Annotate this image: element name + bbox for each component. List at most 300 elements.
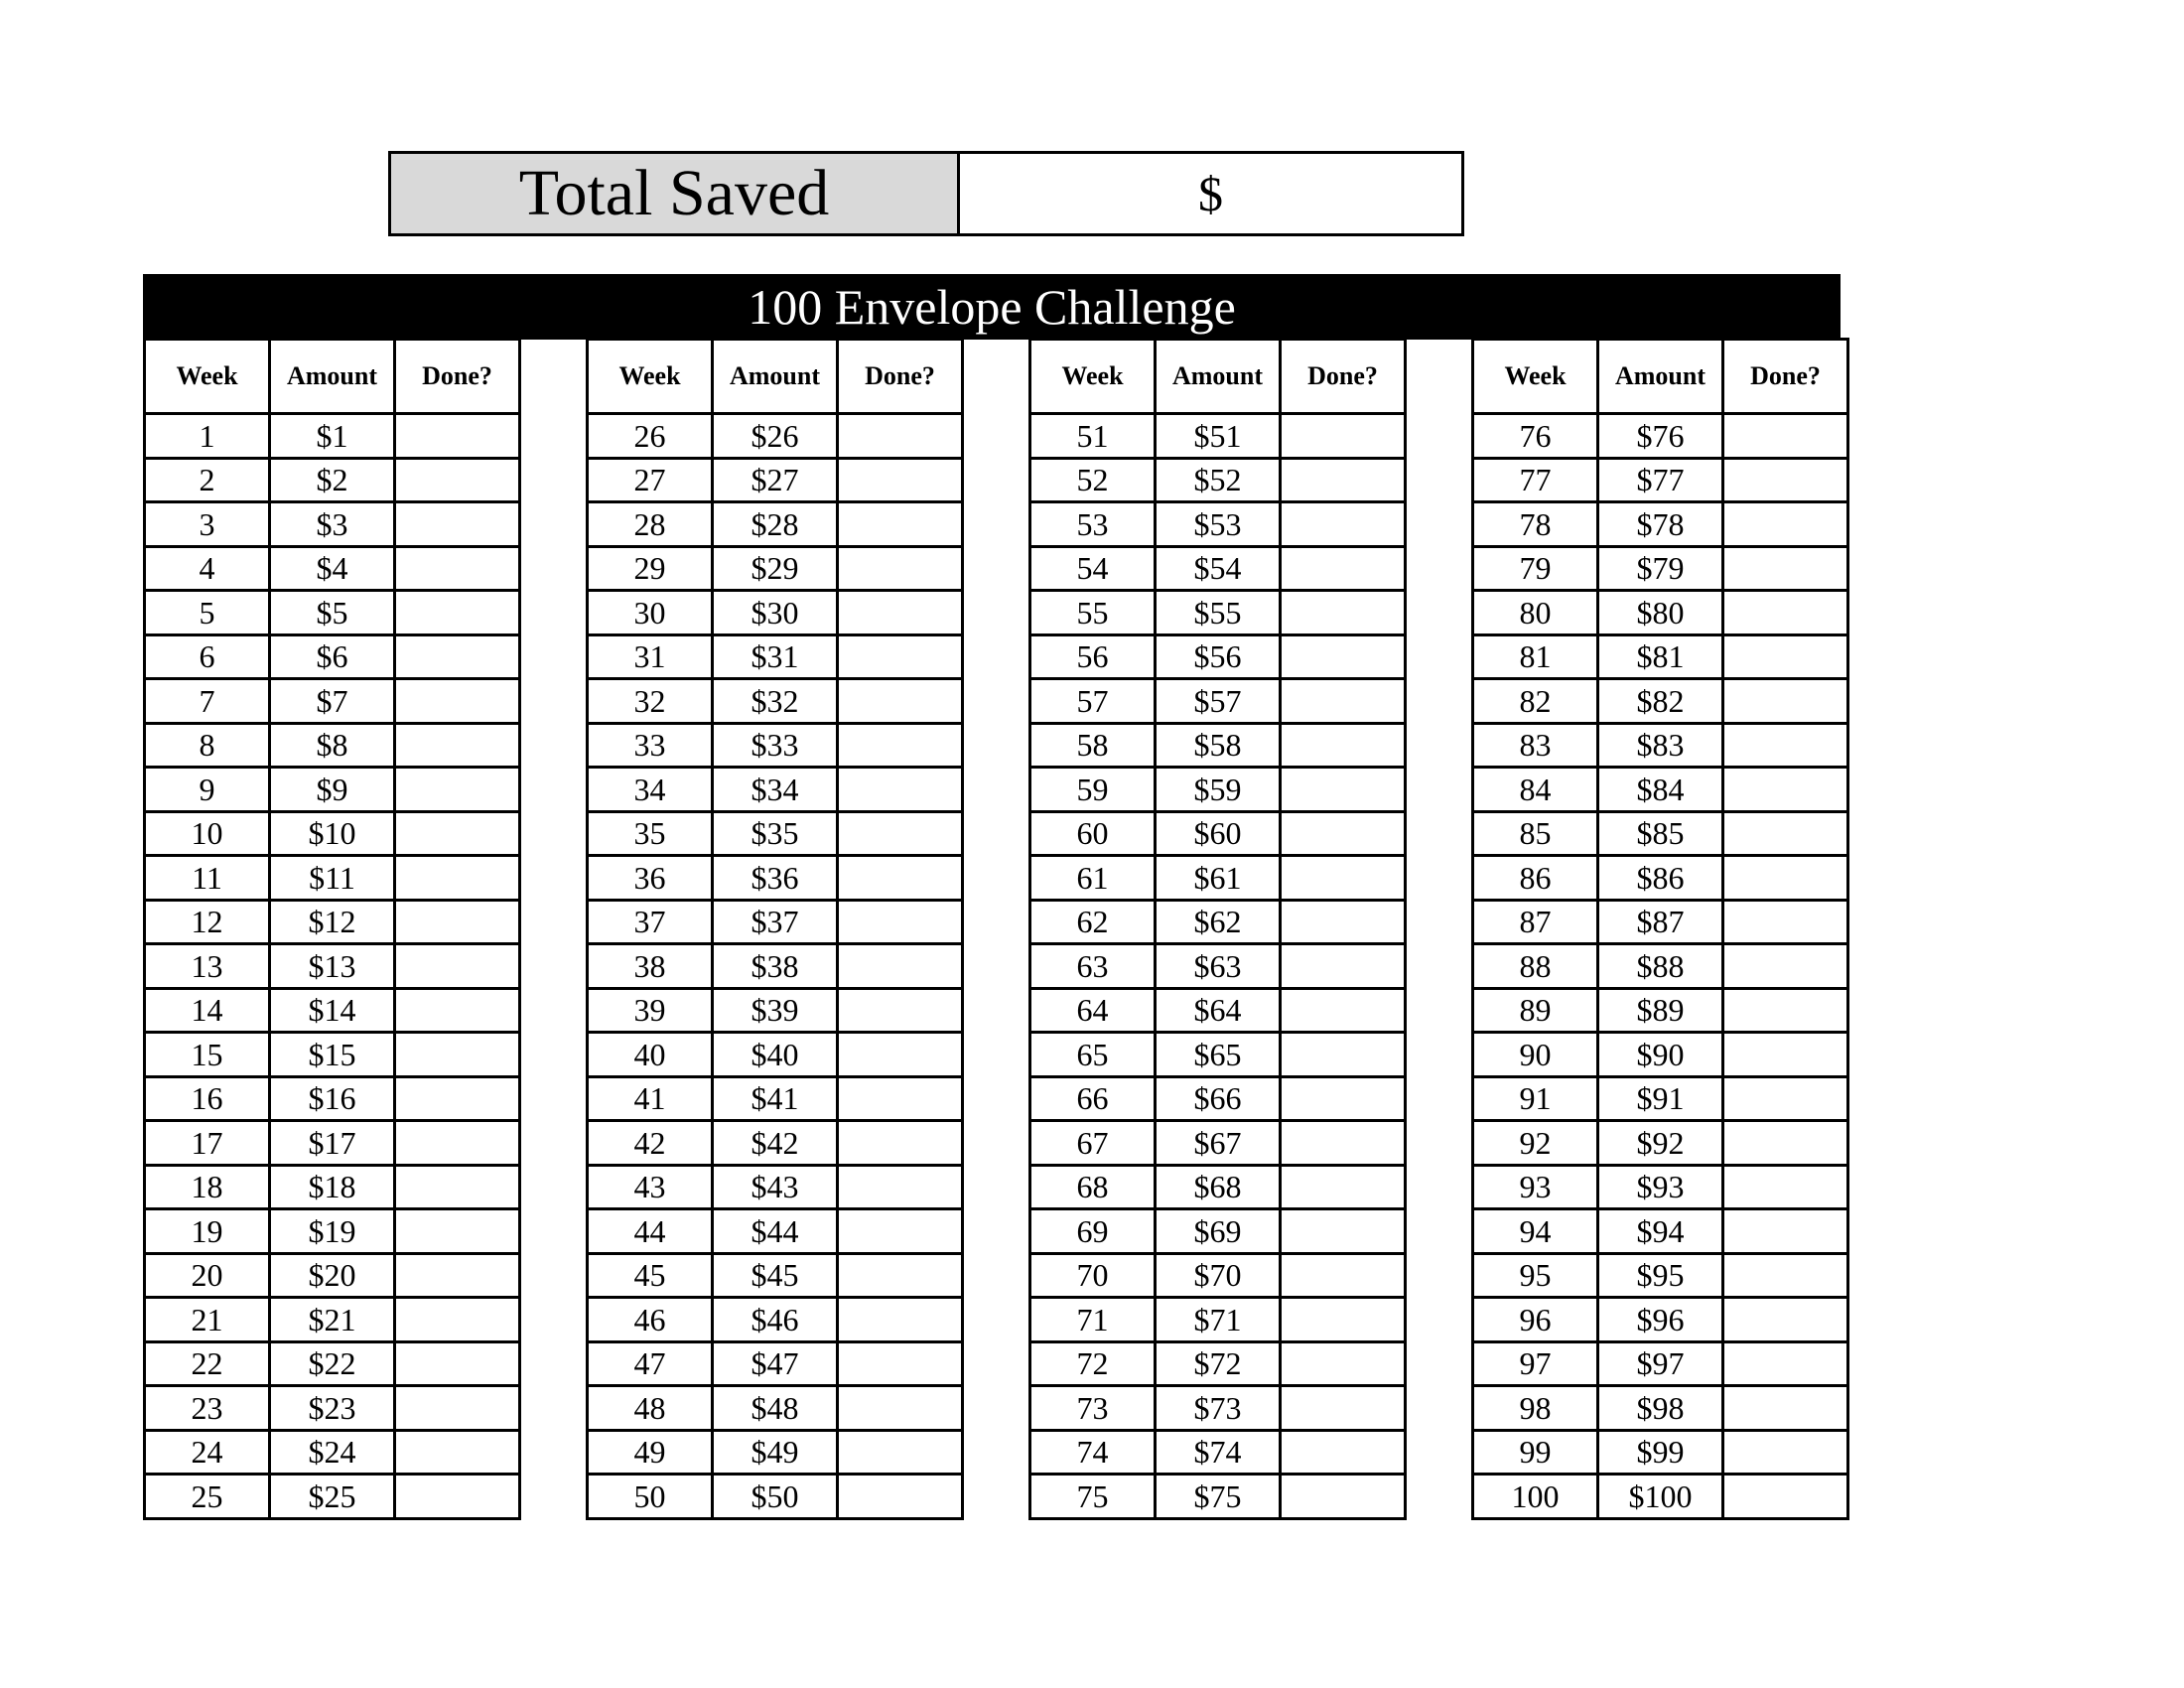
done-checkbox-cell[interactable] — [1723, 679, 1848, 724]
amount-cell: $80 — [1598, 591, 1723, 635]
amount-header: Amount — [1598, 340, 1723, 414]
week-cell: 20 — [145, 1253, 270, 1298]
table-row — [145, 1430, 520, 1475]
done-checkbox-cell[interactable] — [838, 1121, 963, 1166]
done-checkbox-cell[interactable] — [395, 723, 520, 768]
table-row — [1473, 1076, 1848, 1121]
week-cell: 46 — [588, 1298, 713, 1342]
done-checkbox-cell[interactable] — [838, 414, 963, 459]
amount-cell: $47 — [713, 1341, 838, 1386]
table-row — [588, 1253, 963, 1298]
week-cell: 94 — [1473, 1209, 1598, 1254]
done-checkbox-cell[interactable] — [838, 1430, 963, 1475]
amount-cell: $28 — [713, 502, 838, 547]
week-cell: 11 — [145, 856, 270, 901]
table-row — [1030, 414, 1406, 459]
done-checkbox-cell[interactable] — [395, 1386, 520, 1431]
done-checkbox-cell[interactable] — [395, 1341, 520, 1386]
amount-cell: $12 — [270, 900, 395, 944]
table-row — [145, 900, 520, 944]
done-checkbox-cell[interactable] — [1281, 1341, 1406, 1386]
done-checkbox-cell[interactable] — [1281, 811, 1406, 856]
week-cell: 19 — [145, 1209, 270, 1254]
amount-cell: $46 — [713, 1298, 838, 1342]
week-cell: 18 — [145, 1165, 270, 1209]
amount-cell: $95 — [1598, 1253, 1723, 1298]
done-checkbox-cell[interactable] — [838, 1209, 963, 1254]
table-row — [588, 988, 963, 1033]
done-checkbox-cell[interactable] — [395, 1076, 520, 1121]
amount-cell: $43 — [713, 1165, 838, 1209]
done-checkbox-cell[interactable] — [1723, 1341, 1848, 1386]
table-row — [588, 723, 963, 768]
table-row — [1473, 414, 1848, 459]
week-cell: 66 — [1030, 1076, 1156, 1121]
table-row — [1030, 1341, 1406, 1386]
table-row — [1473, 1121, 1848, 1166]
table-row — [1473, 1253, 1848, 1298]
week-cell: 37 — [588, 900, 713, 944]
done-checkbox-cell[interactable] — [1281, 458, 1406, 502]
table-row — [145, 458, 520, 502]
amount-cell: $4 — [270, 546, 395, 591]
done-checkbox-cell[interactable] — [838, 944, 963, 989]
week-cell: 45 — [588, 1253, 713, 1298]
amount-cell: $37 — [713, 900, 838, 944]
week-cell: 1 — [145, 414, 270, 459]
amount-cell: $25 — [270, 1475, 395, 1519]
table-row — [588, 1165, 963, 1209]
week-cell: 38 — [588, 944, 713, 989]
done-checkbox-cell[interactable] — [1723, 1430, 1848, 1475]
week-cell: 22 — [145, 1341, 270, 1386]
amount-header: Amount — [270, 340, 395, 414]
week-cell: 85 — [1473, 811, 1598, 856]
done-checkbox-cell[interactable] — [1723, 1165, 1848, 1209]
done-checkbox-cell[interactable] — [838, 1033, 963, 1077]
week-cell: 5 — [145, 591, 270, 635]
amount-cell: $70 — [1156, 1253, 1281, 1298]
done-checkbox-cell[interactable] — [1281, 1253, 1406, 1298]
week-cell: 58 — [1030, 723, 1156, 768]
amount-cell: $77 — [1598, 458, 1723, 502]
done-checkbox-cell[interactable] — [1281, 1386, 1406, 1431]
week-cell: 3 — [145, 502, 270, 547]
amount-cell: $38 — [713, 944, 838, 989]
done-checkbox-cell[interactable] — [838, 1341, 963, 1386]
table-row — [145, 856, 520, 901]
total-saved-value[interactable]: $ — [1198, 166, 1223, 221]
amount-cell: $94 — [1598, 1209, 1723, 1254]
done-checkbox-cell[interactable] — [1281, 723, 1406, 768]
table-row — [1030, 1165, 1406, 1209]
done-checkbox-cell[interactable] — [395, 1475, 520, 1519]
week-cell: 61 — [1030, 856, 1156, 901]
week-cell: 10 — [145, 811, 270, 856]
week-cell: 57 — [1030, 679, 1156, 724]
done-checkbox-cell[interactable] — [838, 1253, 963, 1298]
amount-cell: $50 — [713, 1475, 838, 1519]
amount-header: Amount — [1156, 340, 1281, 414]
week-cell: 47 — [588, 1341, 713, 1386]
week-cell: 8 — [145, 723, 270, 768]
table-row — [145, 723, 520, 768]
week-cell: 68 — [1030, 1165, 1156, 1209]
done-checkbox-cell[interactable] — [1281, 1076, 1406, 1121]
done-checkbox-cell[interactable] — [395, 1033, 520, 1077]
done-checkbox-cell[interactable] — [1281, 1165, 1406, 1209]
amount-cell: $23 — [270, 1386, 395, 1431]
weeks-table-2 — [586, 338, 964, 1520]
amount-cell: $27 — [713, 458, 838, 502]
amount-cell: $73 — [1156, 1386, 1281, 1431]
table-row — [1030, 458, 1406, 502]
week-cell: 53 — [1030, 502, 1156, 547]
done-checkbox-cell[interactable] — [395, 679, 520, 724]
table-row — [1473, 1341, 1848, 1386]
done-header: Done? — [395, 340, 520, 414]
done-checkbox-cell[interactable] — [1281, 944, 1406, 989]
week-cell: 92 — [1473, 1121, 1598, 1166]
amount-cell: $62 — [1156, 900, 1281, 944]
week-cell: 9 — [145, 768, 270, 812]
table-row — [1473, 944, 1848, 989]
done-checkbox-cell[interactable] — [395, 1165, 520, 1209]
done-checkbox-cell[interactable] — [395, 414, 520, 459]
done-checkbox-cell[interactable] — [1723, 502, 1848, 547]
done-checkbox-cell[interactable] — [395, 591, 520, 635]
week-cell: 51 — [1030, 414, 1156, 459]
weeks-table-4 — [1471, 338, 1849, 1520]
done-checkbox-cell[interactable] — [1723, 414, 1848, 459]
done-checkbox-cell[interactable] — [1281, 1033, 1406, 1077]
done-checkbox-cell[interactable] — [395, 900, 520, 944]
week-cell: 4 — [145, 546, 270, 591]
week-cell: 97 — [1473, 1341, 1598, 1386]
done-checkbox-cell[interactable] — [395, 811, 520, 856]
amount-cell: $2 — [270, 458, 395, 502]
table-row — [588, 1430, 963, 1475]
week-cell: 31 — [588, 634, 713, 679]
week-cell: 41 — [588, 1076, 713, 1121]
amount-cell: $93 — [1598, 1165, 1723, 1209]
table-row — [145, 546, 520, 591]
amount-cell: $40 — [713, 1033, 838, 1077]
done-checkbox-cell[interactable] — [1281, 1121, 1406, 1166]
week-cell: 23 — [145, 1386, 270, 1431]
amount-cell: $57 — [1156, 679, 1281, 724]
done-checkbox-cell[interactable] — [395, 768, 520, 812]
table-row — [1473, 988, 1848, 1033]
done-checkbox-cell[interactable] — [1281, 900, 1406, 944]
table-row — [1473, 811, 1848, 856]
done-checkbox-cell[interactable] — [838, 1076, 963, 1121]
done-checkbox-cell[interactable] — [1281, 634, 1406, 679]
week-cell: 32 — [588, 679, 713, 724]
done-checkbox-cell[interactable] — [1281, 546, 1406, 591]
amount-cell: $96 — [1598, 1298, 1723, 1342]
amount-cell: $63 — [1156, 944, 1281, 989]
table-row — [1030, 634, 1406, 679]
table-row — [1030, 1253, 1406, 1298]
week-cell: 27 — [588, 458, 713, 502]
week-cell: 48 — [588, 1386, 713, 1431]
amount-cell: $29 — [713, 546, 838, 591]
table-row — [1030, 679, 1406, 724]
done-checkbox-cell[interactable] — [1281, 1209, 1406, 1254]
amount-cell: $36 — [713, 856, 838, 901]
week-cell: 60 — [1030, 811, 1156, 856]
table-row — [588, 1121, 963, 1166]
week-cell: 54 — [1030, 546, 1156, 591]
amount-cell: $64 — [1156, 988, 1281, 1033]
done-checkbox-cell[interactable] — [1723, 1121, 1848, 1166]
done-checkbox-cell[interactable] — [1723, 1298, 1848, 1342]
week-cell: 93 — [1473, 1165, 1598, 1209]
week-cell: 42 — [588, 1121, 713, 1166]
table-row — [145, 1475, 520, 1519]
done-checkbox-cell[interactable] — [395, 502, 520, 547]
done-checkbox-cell[interactable] — [1723, 768, 1848, 812]
table-row — [1473, 1209, 1848, 1254]
done-checkbox-cell[interactable] — [838, 988, 963, 1033]
page-title: 100 Envelope Challenge — [143, 274, 1841, 340]
done-checkbox-cell[interactable] — [395, 944, 520, 989]
week-cell: 49 — [588, 1430, 713, 1475]
table-row — [588, 811, 963, 856]
amount-cell: $89 — [1598, 988, 1723, 1033]
table-row — [1030, 502, 1406, 547]
done-checkbox-cell[interactable] — [1281, 679, 1406, 724]
table-row — [588, 856, 963, 901]
week-cell: 99 — [1473, 1430, 1598, 1475]
amount-cell: $45 — [713, 1253, 838, 1298]
week-cell: 39 — [588, 988, 713, 1033]
week-cell: 13 — [145, 944, 270, 989]
amount-cell: $21 — [270, 1298, 395, 1342]
done-checkbox-cell[interactable] — [1723, 856, 1848, 901]
done-checkbox-cell[interactable] — [1723, 988, 1848, 1033]
done-checkbox-cell[interactable] — [1723, 546, 1848, 591]
week-cell: 62 — [1030, 900, 1156, 944]
week-cell: 72 — [1030, 1341, 1156, 1386]
done-checkbox-cell[interactable] — [838, 900, 963, 944]
done-checkbox-cell[interactable] — [1723, 811, 1848, 856]
table-row — [145, 414, 520, 459]
done-checkbox-cell[interactable] — [395, 634, 520, 679]
done-checkbox-cell[interactable] — [1723, 1076, 1848, 1121]
table-row — [145, 679, 520, 724]
done-checkbox-cell[interactable] — [1281, 988, 1406, 1033]
done-checkbox-cell[interactable] — [838, 458, 963, 502]
done-checkbox-cell[interactable] — [395, 988, 520, 1033]
amount-cell: $24 — [270, 1430, 395, 1475]
amount-cell: $61 — [1156, 856, 1281, 901]
table-row — [588, 591, 963, 635]
done-checkbox-cell[interactable] — [1723, 900, 1848, 944]
done-checkbox-cell[interactable] — [1723, 1209, 1848, 1254]
done-checkbox-cell[interactable] — [395, 1253, 520, 1298]
done-checkbox-cell[interactable] — [1281, 768, 1406, 812]
week-cell: 76 — [1473, 414, 1598, 459]
done-checkbox-cell[interactable] — [1281, 1298, 1406, 1342]
table-row — [1030, 1298, 1406, 1342]
week-cell: 29 — [588, 546, 713, 591]
week-cell: 33 — [588, 723, 713, 768]
week-cell: 30 — [588, 591, 713, 635]
done-checkbox-cell[interactable] — [838, 811, 963, 856]
week-cell: 50 — [588, 1475, 713, 1519]
amount-cell: $26 — [713, 414, 838, 459]
table-row — [145, 502, 520, 547]
done-checkbox-cell[interactable] — [838, 634, 963, 679]
done-checkbox-cell[interactable] — [395, 1121, 520, 1166]
table-row — [145, 944, 520, 989]
week-cell: 78 — [1473, 502, 1598, 547]
table-row — [1473, 723, 1848, 768]
table-row — [145, 634, 520, 679]
amount-cell: $16 — [270, 1076, 395, 1121]
done-checkbox-cell[interactable] — [838, 546, 963, 591]
done-checkbox-cell[interactable] — [1723, 944, 1848, 989]
done-checkbox-cell[interactable] — [838, 856, 963, 901]
table-row — [145, 768, 520, 812]
weeks-table-1 — [143, 338, 521, 1520]
week-cell: 6 — [145, 634, 270, 679]
table-row — [588, 414, 963, 459]
done-checkbox-cell[interactable] — [395, 546, 520, 591]
table-row — [145, 1165, 520, 1209]
amount-cell: $69 — [1156, 1209, 1281, 1254]
table-row — [145, 1253, 520, 1298]
amount-cell: $10 — [270, 811, 395, 856]
done-checkbox-cell[interactable] — [1281, 591, 1406, 635]
week-cell: 40 — [588, 1033, 713, 1077]
done-checkbox-cell[interactable] — [1723, 1253, 1848, 1298]
amount-cell: $56 — [1156, 634, 1281, 679]
done-header: Done? — [838, 340, 963, 414]
done-checkbox-cell[interactable] — [838, 768, 963, 812]
amount-cell: $11 — [270, 856, 395, 901]
done-checkbox-cell[interactable] — [838, 502, 963, 547]
amount-cell: $66 — [1156, 1076, 1281, 1121]
weeks-table-3 — [1028, 338, 1407, 1520]
table-row — [588, 1341, 963, 1386]
done-checkbox-cell[interactable] — [838, 679, 963, 724]
table-row — [1473, 546, 1848, 591]
done-checkbox-cell[interactable] — [1281, 502, 1406, 547]
done-checkbox-cell[interactable] — [1723, 634, 1848, 679]
amount-cell: $84 — [1598, 768, 1723, 812]
done-checkbox-cell[interactable] — [1281, 1475, 1406, 1519]
done-checkbox-cell[interactable] — [395, 458, 520, 502]
week-cell: 84 — [1473, 768, 1598, 812]
week-cell: 79 — [1473, 546, 1598, 591]
table-row — [1030, 723, 1406, 768]
table-row — [588, 768, 963, 812]
done-checkbox-cell[interactable] — [838, 1386, 963, 1431]
done-checkbox-cell[interactable] — [1723, 723, 1848, 768]
table-row — [1030, 944, 1406, 989]
table-row — [1030, 591, 1406, 635]
amount-cell: $76 — [1598, 414, 1723, 459]
week-cell: 96 — [1473, 1298, 1598, 1342]
done-checkbox-cell[interactable] — [1723, 458, 1848, 502]
done-checkbox-cell[interactable] — [1723, 1033, 1848, 1077]
week-cell: 43 — [588, 1165, 713, 1209]
table-row — [1030, 1121, 1406, 1166]
table-row — [145, 1209, 520, 1254]
table-row — [145, 1033, 520, 1077]
done-checkbox-cell[interactable] — [395, 856, 520, 901]
done-checkbox-cell[interactable] — [838, 723, 963, 768]
done-checkbox-cell[interactable] — [1723, 1475, 1848, 1519]
week-cell: 89 — [1473, 988, 1598, 1033]
table-row — [588, 458, 963, 502]
week-cell: 100 — [1473, 1475, 1598, 1519]
week-cell: 75 — [1030, 1475, 1156, 1519]
done-checkbox-cell[interactable] — [838, 1165, 963, 1209]
amount-cell: $1 — [270, 414, 395, 459]
week-cell: 28 — [588, 502, 713, 547]
amount-cell: $42 — [713, 1121, 838, 1166]
amount-cell: $15 — [270, 1033, 395, 1077]
amount-cell: $68 — [1156, 1165, 1281, 1209]
done-checkbox-cell[interactable] — [1281, 414, 1406, 459]
amount-cell: $6 — [270, 634, 395, 679]
amount-cell: $14 — [270, 988, 395, 1033]
amount-cell: $79 — [1598, 546, 1723, 591]
table-row — [1030, 1209, 1406, 1254]
done-checkbox-cell[interactable] — [1281, 1430, 1406, 1475]
amount-cell: $22 — [270, 1341, 395, 1386]
table-row — [1030, 768, 1406, 812]
done-checkbox-cell[interactable] — [1281, 856, 1406, 901]
table-row — [1473, 591, 1848, 635]
amount-cell: $87 — [1598, 900, 1723, 944]
amount-cell: $58 — [1156, 723, 1281, 768]
table-row — [1473, 1386, 1848, 1431]
week-cell: 52 — [1030, 458, 1156, 502]
week-header: Week — [145, 340, 270, 414]
amount-cell: $88 — [1598, 944, 1723, 989]
table-row — [1473, 1430, 1848, 1475]
week-cell: 55 — [1030, 591, 1156, 635]
table-row — [588, 546, 963, 591]
done-checkbox-cell[interactable] — [838, 1298, 963, 1342]
amount-cell: $90 — [1598, 1033, 1723, 1077]
amount-cell: $59 — [1156, 768, 1281, 812]
week-cell: 26 — [588, 414, 713, 459]
week-cell: 56 — [1030, 634, 1156, 679]
amount-cell: $91 — [1598, 1076, 1723, 1121]
week-cell: 24 — [145, 1430, 270, 1475]
table-row — [1473, 634, 1848, 679]
week-cell: 90 — [1473, 1033, 1598, 1077]
done-checkbox-cell[interactable] — [1723, 1386, 1848, 1431]
done-checkbox-cell[interactable] — [838, 591, 963, 635]
week-cell: 81 — [1473, 634, 1598, 679]
done-checkbox-cell[interactable] — [395, 1430, 520, 1475]
amount-cell: $8 — [270, 723, 395, 768]
done-checkbox-cell[interactable] — [395, 1209, 520, 1254]
done-checkbox-cell[interactable] — [838, 1475, 963, 1519]
week-cell: 95 — [1473, 1253, 1598, 1298]
done-checkbox-cell[interactable] — [1723, 591, 1848, 635]
week-cell: 17 — [145, 1121, 270, 1166]
table-row — [588, 634, 963, 679]
done-checkbox-cell[interactable] — [395, 1298, 520, 1342]
